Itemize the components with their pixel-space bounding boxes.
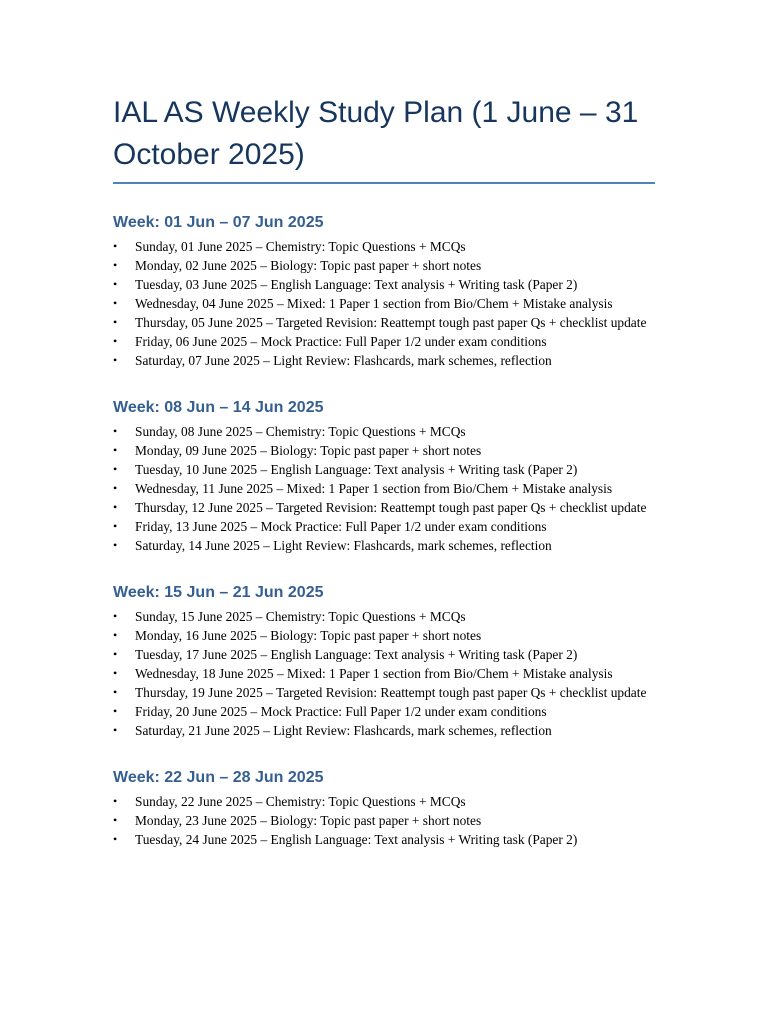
- bullet-icon: •: [113, 685, 118, 699]
- item-text: Sunday, 15 June 2025 – Chemistry: Topic Questions + MCQs: [135, 609, 466, 624]
- week-section: [113, 582, 658, 740]
- week-heading: Week: 01 Jun – 07 Jun 2025: [113, 214, 324, 231]
- item-text: Saturday, 07 June 2025 – Light Review: Flashcards, mark schemes, reflection: [135, 353, 552, 368]
- list-item: [113, 275, 658, 294]
- item-text: Sunday, 01 June 2025 – Chemistry: Topic Questions + MCQs: [135, 239, 466, 254]
- week-heading: Week: 22 Jun – 28 Jun 2025: [113, 769, 324, 786]
- bullet-icon: •: [113, 462, 118, 476]
- item-text: Monday, 16 June 2025 – Biology: Topic past paper + short notes: [135, 628, 482, 643]
- list-item: [113, 351, 658, 370]
- list-item: [113, 683, 658, 702]
- bullet-icon: •: [113, 628, 118, 642]
- day-list: [113, 237, 658, 370]
- list-item: [113, 607, 658, 626]
- week-heading: Week: 15 Jun – 21 Jun 2025: [113, 584, 324, 601]
- item-text: Saturday, 14 June 2025 – Light Review: Flashcards, mark schemes, reflection: [135, 538, 552, 553]
- day-list: [113, 792, 658, 849]
- bullet-icon: •: [113, 794, 118, 808]
- bullet-icon: •: [113, 609, 118, 623]
- list-item: [113, 626, 658, 645]
- item-text: Thursday, 19 June 2025 – Targeted Revision: Reattempt tough past paper Qs + checklist update: [135, 685, 647, 700]
- item-text: Monday, 02 June 2025 – Biology: Topic past paper + short notes: [135, 258, 482, 273]
- bullet-icon: •: [113, 519, 118, 533]
- list-item: [113, 811, 658, 830]
- bullet-icon: •: [113, 258, 118, 272]
- list-item: [113, 517, 658, 536]
- list-item: [113, 294, 658, 313]
- list-item: [113, 313, 658, 332]
- week-heading: Week: 08 Jun – 14 Jun 2025: [113, 399, 324, 416]
- item-text: Tuesday, 17 June 2025 – English Language: Text analysis + Writing task (Paper 2): [135, 647, 578, 662]
- document-page: [113, 92, 658, 876]
- bullet-icon: •: [113, 832, 118, 846]
- list-item: [113, 721, 658, 740]
- item-text: Friday, 20 June 2025 – Mock Practice: Full Paper 1/2 under exam conditions: [135, 704, 547, 719]
- list-item: [113, 830, 658, 849]
- item-text: Tuesday, 10 June 2025 – English Language: Text analysis + Writing task (Paper 2): [135, 462, 578, 477]
- bullet-icon: •: [113, 443, 118, 457]
- week-section: [113, 212, 658, 370]
- list-item: [113, 256, 658, 275]
- item-text: Sunday, 08 June 2025 – Chemistry: Topic Questions + MCQs: [135, 424, 466, 439]
- item-text: Thursday, 05 June 2025 – Targeted Revision: Reattempt tough past paper Qs + checklist update: [135, 315, 647, 330]
- week-section: [113, 397, 658, 555]
- item-text: Thursday, 12 June 2025 – Targeted Revision: Reattempt tough past paper Qs + checklist update: [135, 500, 647, 515]
- list-item: [113, 536, 658, 555]
- item-text: Friday, 06 June 2025 – Mock Practice: Full Paper 1/2 under exam conditions: [135, 334, 547, 349]
- bullet-icon: •: [113, 239, 118, 253]
- list-item: [113, 479, 658, 498]
- list-item: [113, 702, 658, 721]
- item-text: Saturday, 21 June 2025 – Light Review: Flashcards, mark schemes, reflection: [135, 723, 552, 738]
- bullet-icon: •: [113, 704, 118, 718]
- list-item: [113, 422, 658, 441]
- list-item: [113, 664, 658, 683]
- list-item: [113, 498, 658, 517]
- list-item: [113, 237, 658, 256]
- item-text: Wednesday, 11 June 2025 – Mixed: 1 Paper 1 section from Bio/Chem + Mistake analysis: [135, 481, 613, 496]
- bullet-icon: •: [113, 424, 118, 438]
- list-item: [113, 460, 658, 479]
- list-item: [113, 645, 658, 664]
- item-text: Tuesday, 03 June 2025 – English Language: Text analysis + Writing task (Paper 2): [135, 277, 578, 292]
- item-text: Friday, 13 June 2025 – Mock Practice: Full Paper 1/2 under exam conditions: [135, 519, 547, 534]
- item-text: Wednesday, 04 June 2025 – Mixed: 1 Paper 1 section from Bio/Chem + Mistake analysis: [135, 296, 613, 311]
- item-text: Monday, 23 June 2025 – Biology: Topic past paper + short notes: [135, 813, 482, 828]
- bullet-icon: •: [113, 296, 118, 310]
- item-text: Sunday, 22 June 2025 – Chemistry: Topic Questions + MCQs: [135, 794, 466, 809]
- bullet-icon: •: [113, 315, 118, 329]
- bullet-icon: •: [113, 666, 118, 680]
- bullet-icon: •: [113, 353, 118, 367]
- item-text: Wednesday, 18 June 2025 – Mixed: 1 Paper 1 section from Bio/Chem + Mistake analysis: [135, 666, 613, 681]
- day-list: [113, 422, 658, 555]
- bullet-icon: •: [113, 538, 118, 552]
- list-item: [113, 792, 658, 811]
- bullet-icon: •: [113, 277, 118, 291]
- bullet-icon: •: [113, 334, 118, 348]
- bullet-icon: •: [113, 481, 118, 495]
- bullet-icon: •: [113, 723, 118, 737]
- title-underline: [113, 182, 655, 184]
- week-section: [113, 767, 658, 849]
- bullet-icon: •: [113, 813, 118, 827]
- list-item: [113, 441, 658, 460]
- document-title: IAL AS Weekly Study Plan (1 June – 31 October 2025): [113, 96, 639, 171]
- list-item: [113, 332, 658, 351]
- item-text: Monday, 09 June 2025 – Biology: Topic past paper + short notes: [135, 443, 482, 458]
- day-list: [113, 607, 658, 740]
- item-text: Tuesday, 24 June 2025 – English Language: Text analysis + Writing task (Paper 2): [135, 832, 578, 847]
- bullet-icon: •: [113, 647, 118, 661]
- bullet-icon: •: [113, 500, 118, 514]
